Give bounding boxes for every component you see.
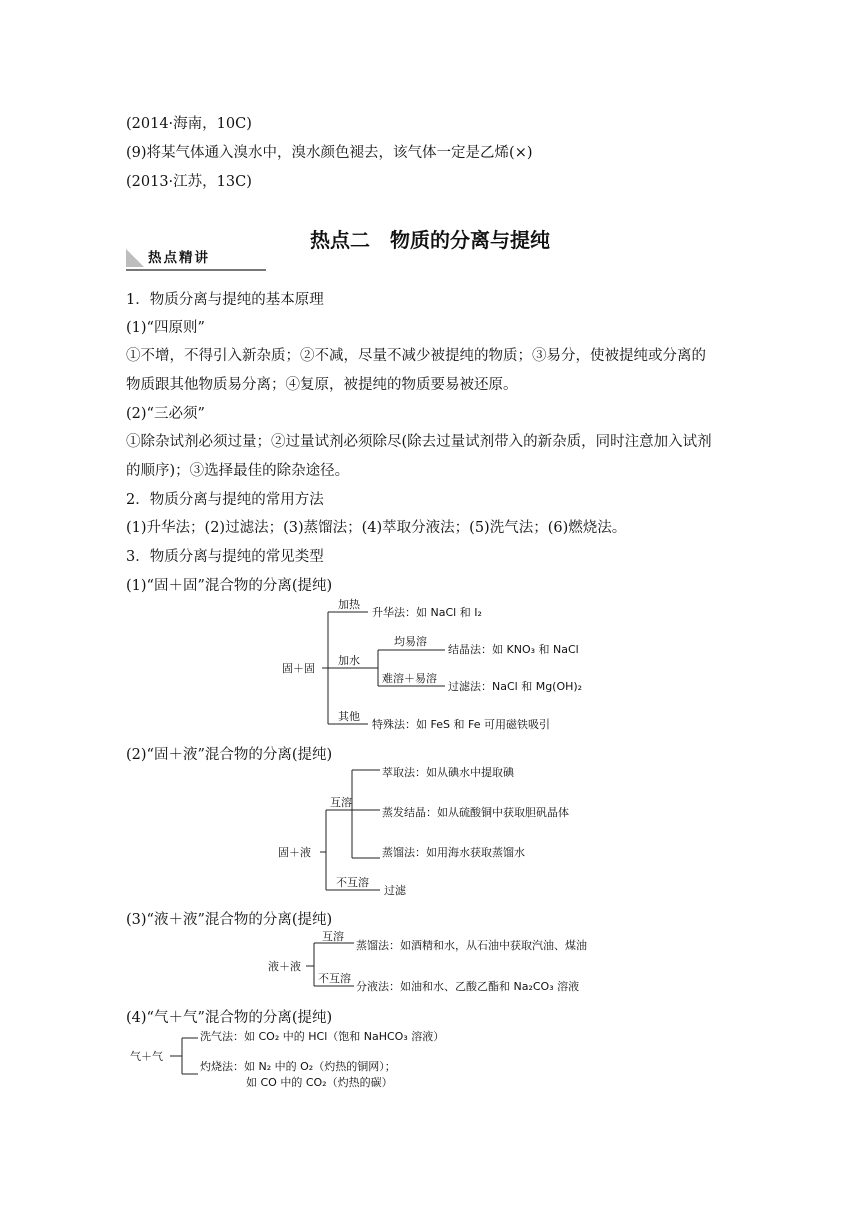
branch-result: 蒸发结晶：如从硫酸铜中获取胆矾晶体 (382, 806, 569, 819)
paragraph: ①除杂试剂必须过量；②过量试剂必须除尽(除去过量试剂带入的新杂质，同时注意加入试剂 (126, 434, 712, 450)
branch-result: 灼烧法：如 N₂ 中的 O₂（灼热的铜网）； (200, 1060, 396, 1073)
section-divider (126, 269, 266, 271)
diagram-solid-solid (270, 596, 610, 738)
section-tag-label: 热点精讲 (148, 250, 210, 266)
branch-result: 升华法：如 NaCl 和 I₂ (372, 606, 482, 619)
branch-label: 加水 (338, 654, 360, 667)
diagram-solid-liquid (272, 764, 592, 900)
branch-label: 加热 (338, 598, 360, 611)
branch-label: 不互溶 (318, 972, 351, 985)
heading-1: 1．物质分离与提纯的基本原理 (126, 292, 324, 308)
branch-result: 萃取法：如从碘水中提取碘 (382, 766, 514, 779)
branch-result: 过滤法：NaCl 和 Mg(OH)₂ (448, 680, 583, 693)
diagram-root: 固＋固 (282, 662, 315, 675)
branch-result: 蒸馏法：如酒精和水，从石油中获取汽油、煤油 (356, 939, 587, 952)
branch-label: 互溶 (330, 796, 352, 809)
section-tag (126, 249, 266, 269)
branch-result: 特殊法：如 FeS 和 Fe 可用磁铁吸引 (372, 718, 550, 731)
branch-result: 如 CO 中的 CO₂（灼热的碳） (246, 1076, 393, 1089)
diagram-root: 气＋气 (130, 1050, 163, 1063)
branch-label: 不互溶 (336, 876, 369, 889)
paragraph: (1)“四原则” (126, 320, 205, 336)
citation-line: (2013·江苏，13C) (126, 174, 252, 190)
citation-line: (2014·海南，10C) (126, 116, 252, 132)
branch-result: 过滤 (384, 884, 406, 897)
diagram-root: 液＋液 (268, 960, 301, 973)
category-heading: (2)“固＋液”混合物的分离(提纯) (126, 747, 333, 763)
paragraph: 的顺序)；③选择最佳的除杂途径。 (126, 463, 350, 479)
category-heading: (4)“气＋气”混合物的分离(提纯) (126, 1010, 333, 1026)
category-heading: (3)“液＋液”混合物的分离(提纯) (126, 912, 333, 928)
paragraph: ①不增，不得引入新杂质；②不减，尽量不减少被提纯的物质；③易分，使被提纯或分离的 (126, 348, 706, 364)
triangle-marker-icon (126, 249, 144, 267)
paragraph: (2)“三必须” (126, 406, 205, 422)
branch-result: 分液法：如油和水、乙酸乙酯和 Na₂CO₃ 溶液 (356, 980, 580, 993)
statement-line: (9)将某气体通入溴水中，溴水颜色褪去，该气体一定是乙烯(×) (126, 145, 533, 161)
page-title: 热点二 物质的分离与提纯 (310, 228, 550, 252)
category-heading: (1)“固＋固”混合物的分离(提纯) (126, 578, 333, 594)
branch-label: 其他 (338, 710, 360, 723)
branch-label: 难溶＋易溶 (382, 672, 437, 685)
paragraph: (1)升华法；(2)过滤法；(3)蒸馏法；(4)萃取分液法；(5)洗气法；(6)燃烧法。 (126, 520, 627, 536)
branch-label: 均易溶 (394, 635, 427, 648)
paragraph: 物质跟其他物质易分离；④复原，被提纯的物质要易被还原。 (126, 377, 518, 393)
branch-result: 蒸馏法：如用海水获取蒸馏水 (382, 846, 525, 859)
branch-result: 洗气法：如 CO₂ 中的 HCl（饱和 NaHCO₃ 溶液） (200, 1030, 445, 1043)
diagram-liquid-liquid (266, 928, 606, 994)
branch-result: 结晶法：如 KNO₃ 和 NaCl (448, 643, 579, 656)
diagram-gas-gas (128, 1026, 468, 1094)
heading-3: 3．物质分离与提纯的常见类型 (126, 549, 324, 565)
diagram-root: 固＋液 (278, 846, 311, 859)
heading-2: 2．物质分离与提纯的常用方法 (126, 492, 324, 508)
branch-label: 互溶 (322, 930, 344, 943)
